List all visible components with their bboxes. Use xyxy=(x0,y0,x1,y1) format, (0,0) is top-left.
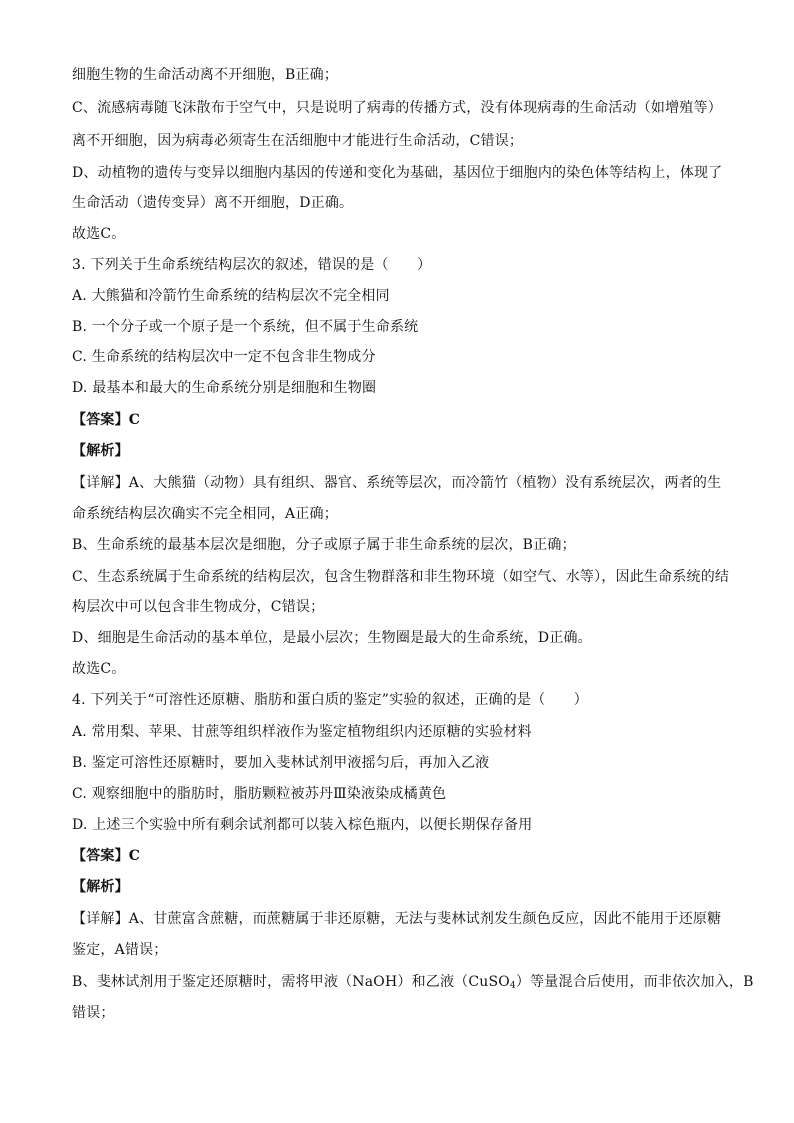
analysis-label: 【解析】 xyxy=(72,443,129,459)
text-line: B、生命系统的最基本层次是细胞，分子或原子属于非生命系统的层次，B正确； xyxy=(72,537,576,553)
text-line: 构层次中可以包含非生物成分，C错误； xyxy=(72,599,325,615)
text-line: 故选C。 xyxy=(72,661,126,677)
formula-before: B、斐林试剂用于鉴定还原糖时，需将甲液（NaOH）和乙液（CuSO xyxy=(72,974,510,990)
text-line: 命系统结构层次确实不完全相同，A正确； xyxy=(72,506,338,522)
answer-label: 【答案】C xyxy=(72,848,141,864)
question-3-option-a: A. 大熊猫和冷箭竹生命系统的结构层次不完全相同 xyxy=(72,288,390,304)
text-line: 故选C。 xyxy=(72,226,126,242)
text-line: 鉴定，A错误； xyxy=(72,942,168,958)
question-4-option-b: B. 鉴定可溶性还原糖时，要加入斐林试剂甲液摇匀后，再加入乙液 xyxy=(72,755,490,771)
text-line: 离不开细胞，因为病毒必须寄生在活细胞中才能进行生命活动，C错误； xyxy=(72,133,524,149)
text-line: 【详解】A、甘蔗富含蔗糖，而蔗糖属于非还原糖，无法与斐林试剂发生颜色反应，因此不能用于还原糖 xyxy=(72,911,722,927)
formula-after: ）等量混合后使用，而非依次加入，B xyxy=(515,974,754,990)
text-line: 生命活动（遗传变异）离不开细胞，D正确。 xyxy=(72,195,354,211)
text-line: D、细胞是生命活动的基本单位，是最小层次；生物圈是最大的生命系统，D正确。 xyxy=(72,630,592,646)
text-line: 错误； xyxy=(72,1005,115,1021)
question-3-option-b: B. 一个分子或一个原子是一个系统，但不属于生命系统 xyxy=(72,319,419,335)
text-line-with-formula xyxy=(72,972,754,992)
formula-subscript: 4 xyxy=(509,981,516,991)
text-line: C、流感病毒随飞沫散布于空气中，只是说明了病毒的传播方式，没有体现病毒的生命活动（如增殖等） xyxy=(72,100,722,116)
text-line: D、动植物的遗传与变异以细胞内基因的传递和变化为基础，基因位于细胞内的染色体等结构上，体现了 xyxy=(72,165,723,181)
question-4-stem: 4. 下列关于“可溶性还原糖、脂肪和蛋白质的鉴定”实验的叙述，正确的是（ ） xyxy=(72,692,588,708)
question-4-option-a: A. 常用梨、苹果、甘蔗等组织样液作为鉴定植物组织内还原糖的实验材料 xyxy=(72,724,532,740)
question-3-stem: 3. 下列关于生命系统结构层次的叙述，错误的是（ ） xyxy=(72,257,432,273)
question-4-option-c: C. 观察细胞中的脂肪时，脂肪颗粒被苏丹Ⅲ染液染成橘黄色 xyxy=(72,786,447,802)
text-line: 【详解】A、大熊猫（动物）具有组织、器官、系统等层次，而冷箭竹（植物）没有系统层次，两者的生 xyxy=(72,475,722,491)
text-line: 细胞生物的生命活动离不开细胞，B正确； xyxy=(72,67,339,83)
question-3-option-d: D. 最基本和最大的生命系统分别是细胞和生物圈 xyxy=(72,380,377,396)
question-3-option-c: C. 生命系统的结构层次中一定不包含非生物成分 xyxy=(72,349,376,365)
analysis-label: 【解析】 xyxy=(72,879,129,895)
question-4-option-d: D. 上述三个实验中所有剩余试剂都可以装入棕色瓶内，以便长期保存备用 xyxy=(72,817,533,833)
answer-label: 【答案】C xyxy=(72,412,141,428)
text-line: C、生态系统属于生命系统的结构层次，包含生物群落和非生物环境（如空气、水等），因此生命系统的结 xyxy=(72,569,730,585)
